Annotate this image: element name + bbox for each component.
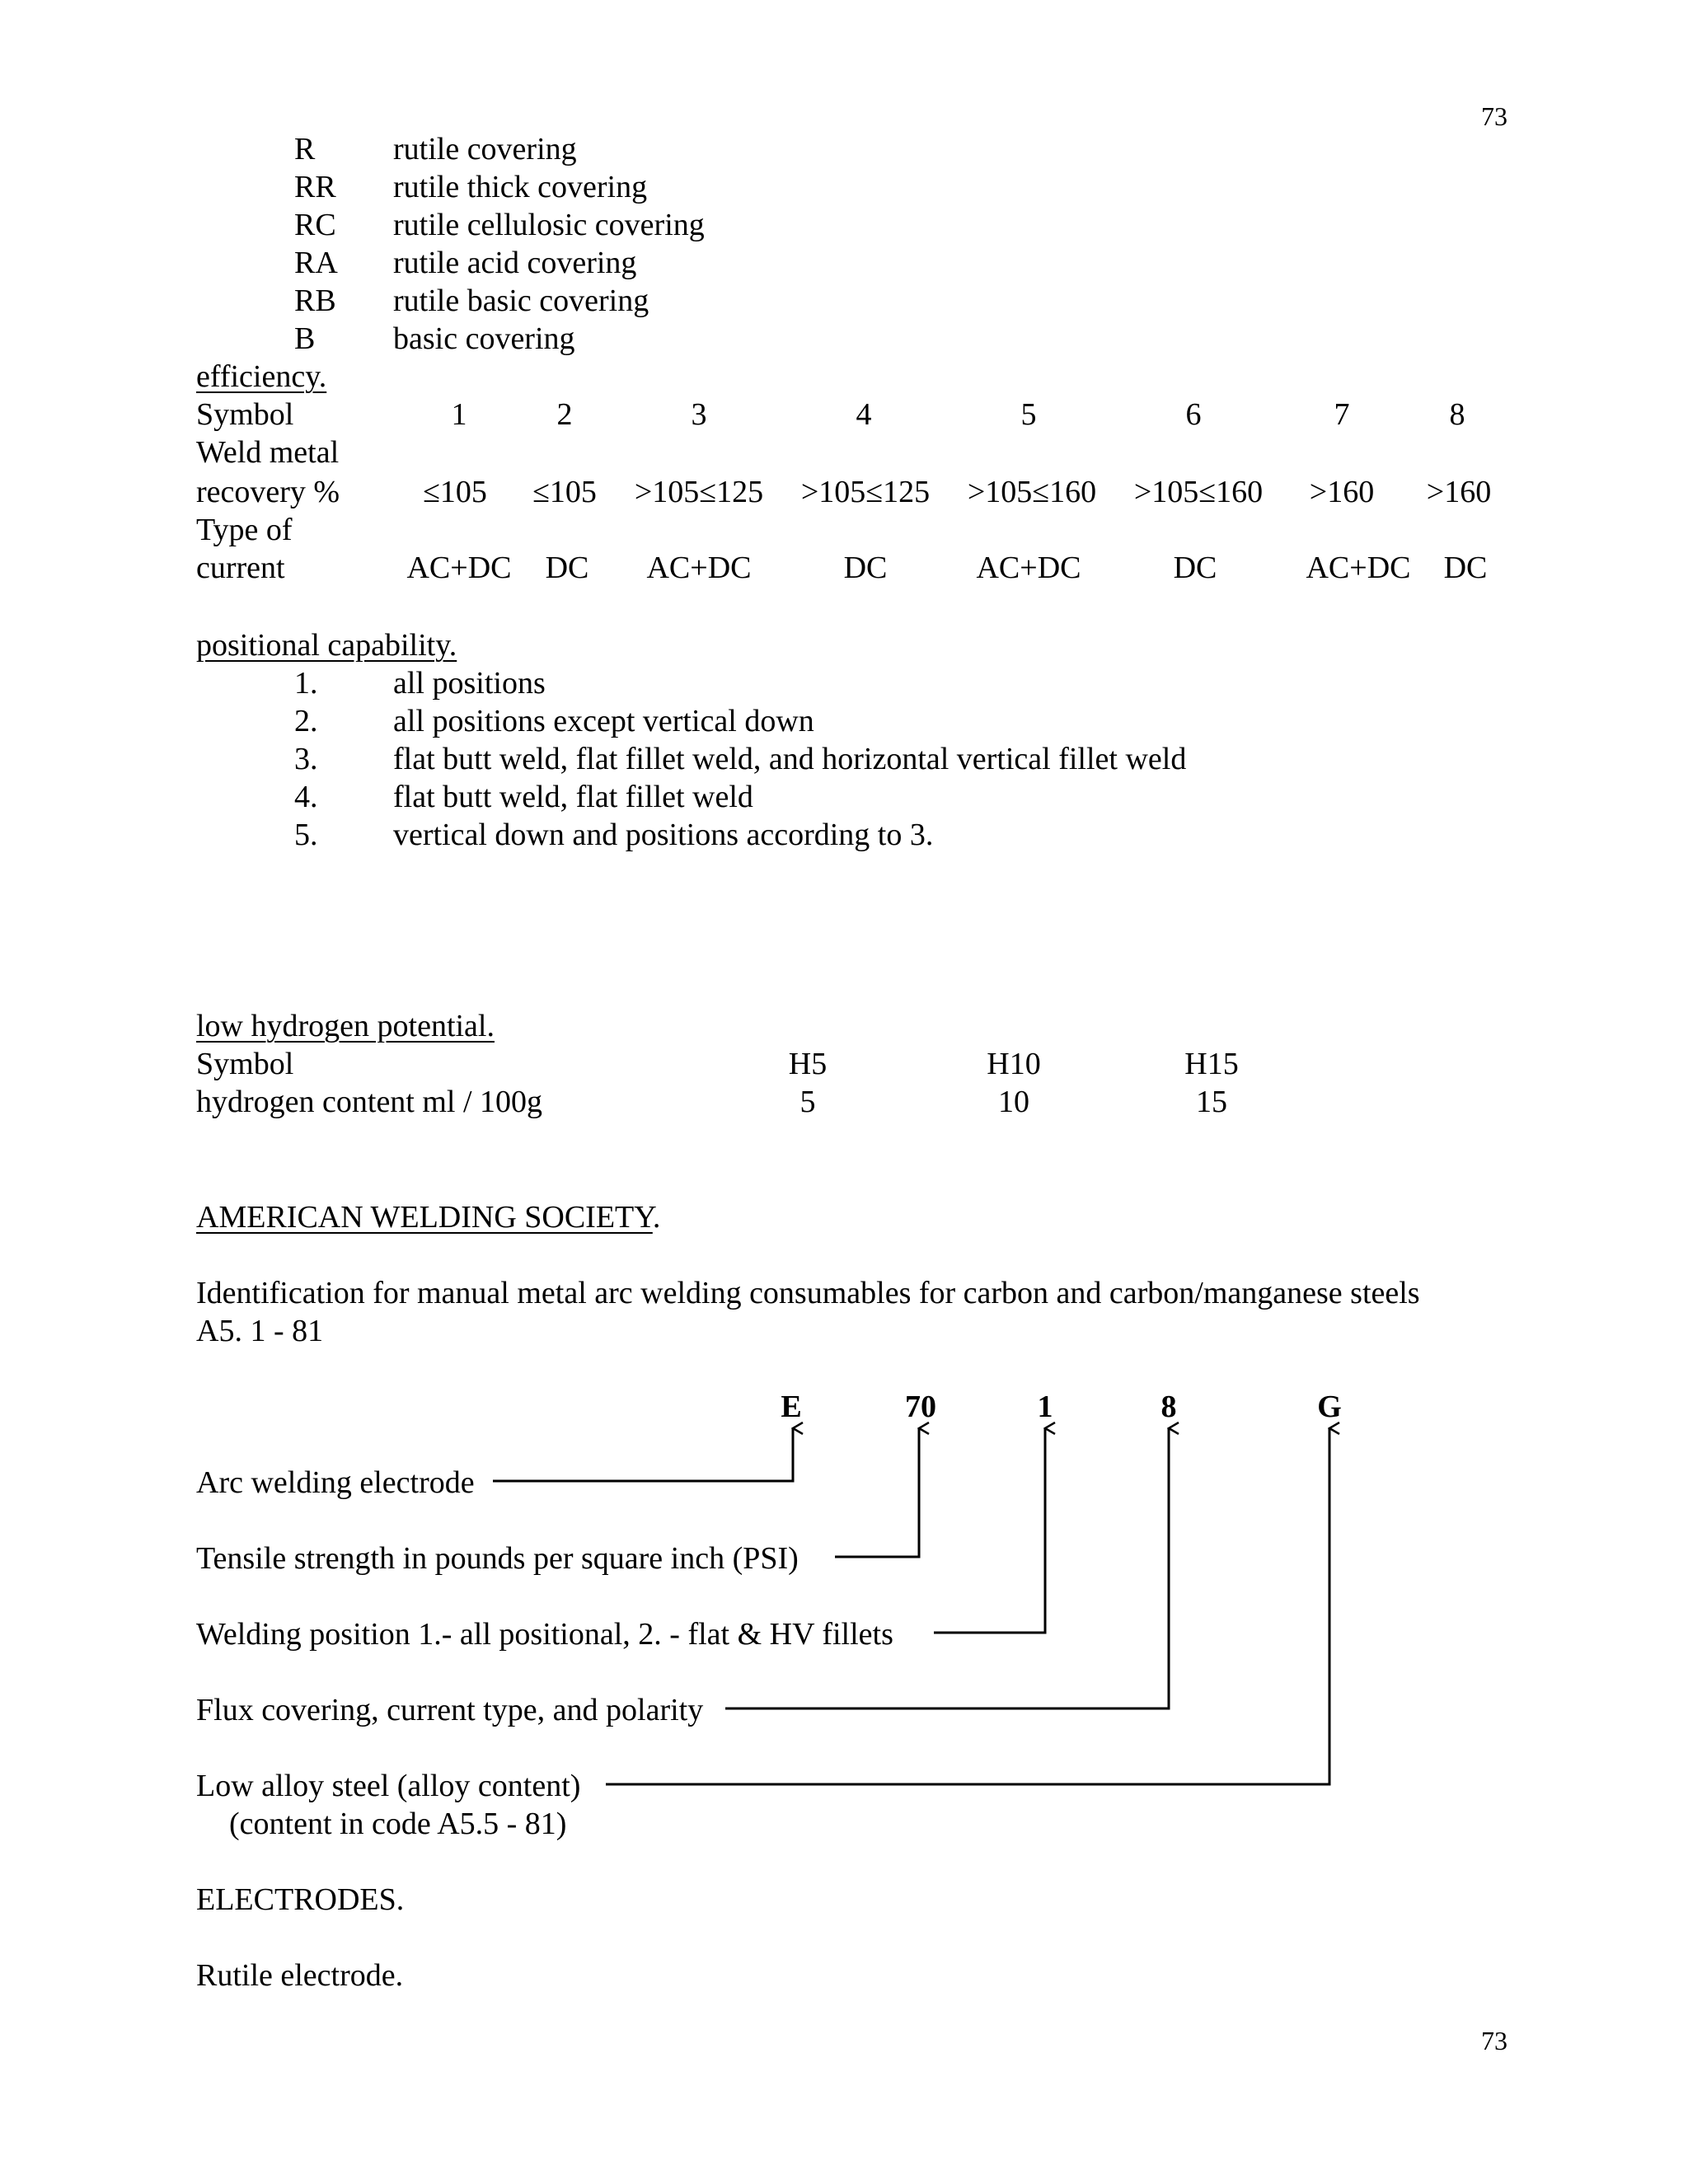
efficiency-symbol: 1 [451,397,467,432]
label-tensile-strength: Tensile strength in pounds per square inch (PSI) [196,1541,799,1576]
label-arc-welding-electrode: Arc welding electrode [196,1465,475,1500]
hydrogen-value: 10 [998,1085,1029,1119]
positional-num: 5. [294,818,318,852]
label-welding-position: Welding position 1.- all positional, 2. - flat & HV fillets [196,1617,893,1652]
positional-num: 3. [294,742,318,776]
efficiency-symbol: 7 [1334,397,1350,432]
efficiency-recovery-value: >160 [1309,475,1375,509]
efficiency-symbol: 6 [1185,397,1202,432]
covering-desc: rutile thick covering [393,170,648,204]
connector-tensile [835,1428,919,1557]
efficiency-current-value: DC [843,551,888,585]
efficiency-symbol: 2 [556,397,573,432]
label-low-alloy-steel: Low alloy steel (alloy content) [196,1769,581,1803]
efficiency-heading: efficiency. [196,359,327,394]
positional-num: 4. [294,780,318,814]
positional-text: all positions except vertical down [393,704,814,738]
positional-text: flat butt weld, flat fillet weld, and horizontal vertical fillet weld [393,742,1187,776]
efficiency-current-label: current [196,551,285,585]
covering-desc: rutile cellulosic covering [393,208,705,242]
hydrogen-value: 5 [799,1085,816,1119]
efficiency-recovery-value: >105≤125 [634,475,764,509]
positional-text: vertical down and positions according to 3. [393,818,934,852]
covering-code: RC [294,208,336,242]
positional-text: all positions [393,666,546,701]
efficiency-current-value: DC [1443,551,1488,585]
code-part-g: G [1317,1390,1342,1424]
connector-position [934,1428,1045,1633]
efficiency-symbol: 5 [1020,397,1037,432]
positional-text: flat butt weld, flat fillet weld [393,780,753,814]
positional-heading: positional capability. [196,628,457,663]
hydrogen-symbol: H5 [788,1047,828,1081]
label-flux-covering: Flux covering, current type, and polarity [196,1693,704,1727]
code-part-70: 70 [905,1390,936,1424]
covering-code: RR [294,170,336,204]
efficiency-symbol: 4 [856,397,872,432]
efficiency-symbol: 3 [691,397,707,432]
aws-heading-suffix: . [652,1200,661,1235]
efficiency-recovery-value: >160 [1426,475,1492,509]
efficiency-recovery-value: >105≤160 [967,475,1097,509]
label-low-alloy-note: (content in code A5.5 - 81) [229,1807,567,1841]
page-number-top: 73 [1481,101,1507,131]
covering-desc: rutile acid covering [393,246,637,280]
connector-arc-electrode [493,1428,793,1481]
efficiency-current-value: AC+DC [1306,551,1411,585]
positional-num: 2. [294,704,318,738]
efficiency-current-value: AC+DC [646,551,752,585]
efficiency-recovery-value: >105≤125 [800,475,931,509]
aws-heading: AMERICAN WELDING SOCIETY [196,1200,653,1235]
hydrogen-symbol-label: Symbol [196,1047,294,1081]
covering-code: B [294,321,316,356]
electrodes-heading: ELECTRODES. [196,1882,405,1917]
efficiency-recovery-value: >105≤160 [1133,475,1264,509]
hydrogen-symbol: H10 [987,1047,1041,1081]
efficiency-symbol-label: Symbol [196,397,294,432]
hydrogen-content-label: hydrogen content ml / 100g [196,1085,543,1119]
aws-intro: Identification for manual metal arc welding consumables for carbon and carbon/manganese steels [196,1276,1420,1310]
positional-num: 1. [294,666,318,701]
covering-code: RA [294,246,338,280]
aws-intro-code: A5. 1 - 81 [196,1314,324,1348]
efficiency-symbol: 8 [1449,397,1465,432]
efficiency-current-label: Type of [196,513,293,547]
hydrogen-heading: low hydrogen potential. [196,1009,495,1043]
covering-desc: rutile covering [393,132,577,166]
covering-desc: basic covering [393,321,575,356]
code-part-8: 8 [1160,1390,1177,1424]
efficiency-current-value: DC [1173,551,1217,585]
efficiency-recovery-value: ≤105 [423,475,487,509]
efficiency-recovery-label: Weld metal [196,435,340,470]
covering-code: RB [294,284,336,318]
hydrogen-value: 15 [1196,1085,1227,1119]
code-part-1: 1 [1037,1390,1053,1424]
efficiency-recovery-label: recovery % [196,475,340,509]
covering-code: R [294,132,316,166]
efficiency-current-value: AC+DC [976,551,1081,585]
code-part-e: E [781,1390,802,1424]
efficiency-current-value: AC+DC [406,551,512,585]
rutile-heading: Rutile electrode. [196,1958,404,1993]
page-number-bottom: 73 [1481,2026,1507,2055]
hydrogen-symbol: H15 [1184,1047,1239,1081]
efficiency-recovery-value: ≤105 [532,475,597,509]
efficiency-current-value: DC [545,551,589,585]
covering-desc: rutile basic covering [393,284,649,318]
